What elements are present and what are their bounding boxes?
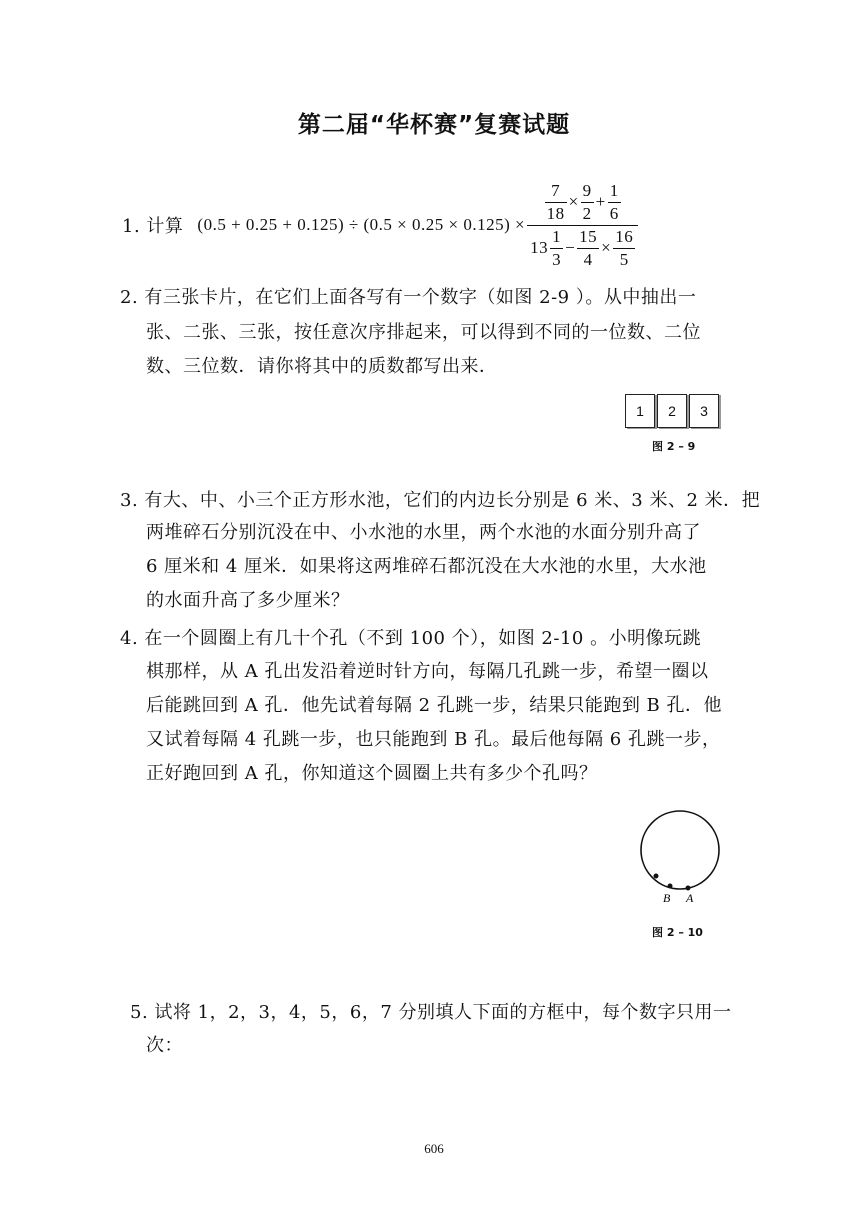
hole-a-dot [686,886,691,891]
question-1-label: 1. 计算 [122,216,184,237]
question-4-line-3: 后能跳回到 A 孔．他先试着每隔 2 孔跳一步，结果只能跑到 B 孔．他 [146,695,723,716]
big-fraction [527,182,638,269]
figure-2-9-caption: 图 2 – 9 [652,440,696,453]
fraction [550,228,563,269]
point-b-label: B [663,891,671,905]
operator: × [568,192,579,211]
question-5-line-2: 次： [146,1035,183,1056]
question-4-line-1: 4. 在一个圆圈上有几十个孔（不到 100 个），如图 2-10 。小明像玩跳 [120,628,702,649]
figure-2-9-cards [625,394,719,428]
question-1 [122,180,638,270]
fraction-denominator: 18 [546,203,565,223]
mixed-whole: 13 [530,238,549,257]
fraction-numerator: 1 [608,182,621,203]
question-3-line-4: 的水面升高了多少厘米？ [146,590,350,611]
big-fraction-numerator [527,182,638,226]
fraction-numerator: 9 [581,182,594,203]
expression-lhs: (0.5 + 0.25 + 0.125) ÷ (0.5 × 0.25 × 0.125) × [197,215,526,234]
fraction [608,182,621,223]
fraction [613,228,635,269]
fraction [545,182,567,223]
hole-dot [654,874,659,879]
big-fraction-denominator [527,226,638,269]
fraction-denominator: 5 [619,249,629,269]
fraction [581,182,594,223]
fraction-denominator: 6 [609,203,619,223]
fraction-denominator: 4 [583,249,593,269]
question-4-line-4: 又试着每隔 4 孔跳一步，也只能跑到 B 孔。最后他每隔 6 孔跳一步， [146,729,721,750]
question-5-line-1: 5. 试将 1，2，3，4，5，6，7 分别填人下面的方框中，每个数字只用一 [130,1002,732,1023]
fraction-numerator: 15 [577,228,599,249]
question-3-line-2: 两堆碎石分别沉没在中、小水池的水里，两个水池的水面分别升高了 [146,522,701,543]
operator: × [601,238,612,257]
page-title: 第二届“华杯赛”复赛试题 [297,112,571,138]
question-4-line-5: 正好跑回到 A 孔，你知道这个圆圈上共有多少个孔吗？ [146,763,598,784]
question-2-line-3: 数、三位数．请你将其中的质数都写出来． [146,356,498,377]
operator: − [565,238,576,257]
hole-circle [641,811,719,889]
figure-2-10-caption: 图 2 – 10 [652,926,703,939]
fraction-numerator: 7 [545,182,567,203]
fraction-numerator: 16 [613,228,635,249]
number-card: 1 [625,394,655,428]
figure-2-10-circle [636,805,736,910]
point-a-label: A [686,891,694,905]
question-2-line-2: 张、二张、三张，按任意次序排起来，可以得到不同的一位数、二位 [146,322,701,343]
fraction-denominator: 3 [552,249,562,269]
fraction-denominator: 2 [582,203,592,223]
hole-b-dot [668,884,673,889]
question-3-line-3: 6 厘米和 4 厘米．如果将这两堆碎石都沉没在大水池的水里，大水池 [146,556,707,577]
question-2-line-1: 2. 有三张卡片，在它们上面各写有一个数字（如图 2-9 ）。从中抽出一 [120,287,697,308]
number-card: 3 [689,394,719,428]
number-card: 2 [657,394,687,428]
page-number: 606 [424,1141,444,1156]
question-3-line-1: 3. 有大、中、小三个正方形水池，它们的内边长分别是 6 米、3 米、2 米．把 [120,490,761,511]
fraction-numerator: 1 [550,228,563,249]
question-4-line-2: 棋那样，从 A 孔出发沿着逆时针方向，每隔几孔跳一步，希望一圈以 [146,661,709,682]
fraction [577,228,599,269]
operator: + [595,192,606,211]
